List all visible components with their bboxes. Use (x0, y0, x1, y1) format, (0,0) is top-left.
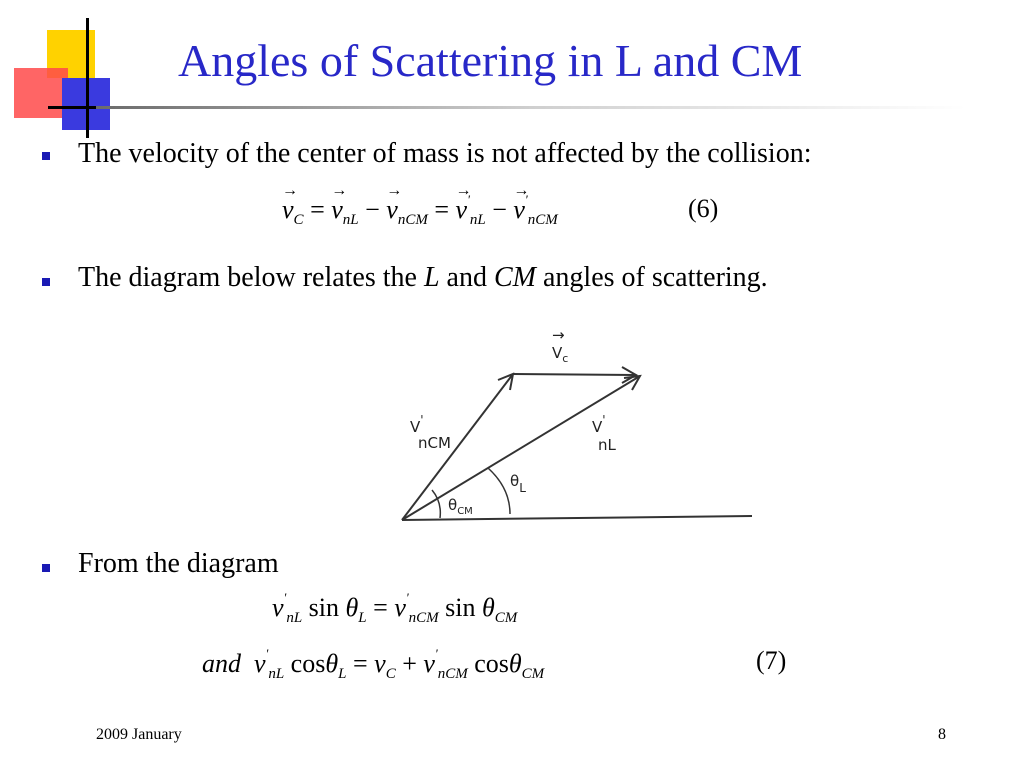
label-v-nl: V' (592, 413, 606, 436)
bullet-marker (42, 152, 50, 160)
bullet-text-3: From the diagram (78, 548, 279, 579)
label-theta-l: $\theta_L$ (510, 472, 526, 495)
equation-7-line-1: $v'_{nL}$ $\sin \theta_L = v'_{nCM}$ $\sin \theta_{CM}$ (272, 590, 518, 626)
slide-title: Angles of Scattering in L and CM (178, 35, 803, 86)
page-number: 8 (938, 726, 946, 743)
baseline (402, 516, 752, 520)
label-v-nl-sub: nL (598, 436, 616, 454)
label-v-c: $V_c$ (552, 344, 569, 365)
bullet-text-1: The velocity of the center of mass is not affected by the collision: (78, 138, 812, 169)
theta-cm-arc (432, 490, 440, 518)
vec-symbol: → v (282, 195, 294, 225)
bullet-marker (42, 278, 50, 286)
bullet-text-2: The diagram below relates the L and CM angles of scattering. (78, 262, 768, 293)
logo-vertical-line (86, 18, 89, 138)
equation-6: → $v_C$ = → $v_{nL}$ − → $v_{nCM}$ = → $v'_{nL}$ − → $v'_{nCM}$ (282, 192, 558, 229)
footer-date: 2009 January (96, 726, 182, 743)
v-c-vector (513, 374, 635, 375)
scattering-diagram (370, 320, 770, 536)
decorative-logo (0, 0, 180, 140)
label-v-ncm: V' (410, 413, 424, 436)
label-v-ncm-sub: nCM (418, 434, 451, 452)
equation-7-number: (7) (756, 646, 787, 675)
theta-l-arc (488, 468, 510, 514)
equation-6-number: (6) (688, 194, 719, 223)
label-v-c-arrow: → (552, 326, 565, 344)
red-square (14, 68, 68, 118)
bullet-marker (42, 564, 50, 572)
equation-7-line-2: and $v'_{nL}$ $\cos\theta_L = v_C + v'_{nCM}$ cosθ$_{CM}$ (202, 646, 545, 682)
title-underline (96, 106, 966, 109)
label-theta-cm: $\theta_{CM}$ (448, 496, 473, 517)
